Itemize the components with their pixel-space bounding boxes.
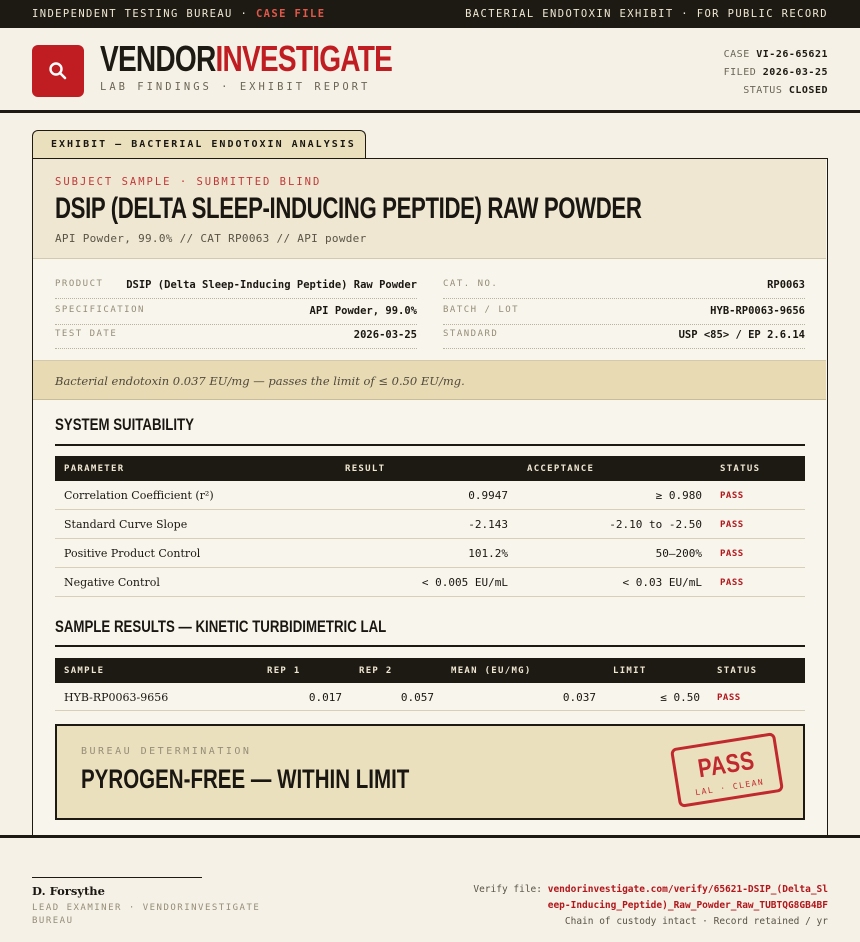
signature-role: LEAD EXAMINER · VENDORINVESTIGATE BUREAU xyxy=(32,903,261,926)
cell-parameter: Negative Control xyxy=(64,576,160,589)
verify-block xyxy=(468,882,828,930)
cell-parameter: Correlation Coefficient (r²) xyxy=(64,489,214,502)
info-value: 2026-03-25 xyxy=(353,329,417,341)
signature-line xyxy=(32,877,202,878)
exhibit-panel xyxy=(32,158,828,837)
cell-acceptance: ≥ 0.980 xyxy=(655,489,702,502)
top-bar-left xyxy=(32,8,325,20)
status-badge: PASS xyxy=(720,578,744,588)
status-badge: PASS xyxy=(720,520,744,530)
subject-kicker: SUBJECT SAMPLE · SUBMITTED BLIND xyxy=(55,176,322,188)
stamp-text: PASS xyxy=(695,744,757,784)
info-value: API Powder, 99.0% xyxy=(309,305,417,317)
cell-rep2: 0.057 xyxy=(400,691,434,704)
exhibit-tab: EXHIBIT — BACTERIAL ENDOTOXIN ANALYSIS xyxy=(32,130,366,159)
info-value: HYB-RP0063-9656 xyxy=(710,305,805,317)
cell-acceptance: < 0.03 EU/mL xyxy=(622,576,702,589)
cell-limit: ≤ 0.50 xyxy=(660,691,700,704)
info-label: PRODUCT xyxy=(55,279,104,289)
case-label: CASE xyxy=(723,49,750,60)
status-badge: PASS xyxy=(720,549,744,559)
cell-acceptance: 50–200% xyxy=(655,547,702,560)
cell-sample: HYB-RP0063-9656 xyxy=(64,691,169,704)
info-standard xyxy=(443,323,805,349)
subject-title: DSIP (DELTA SLEEP-INDUCING PEPTIDE) RAW POWDER xyxy=(55,192,642,225)
cell-parameter: Positive Product Control xyxy=(64,547,201,560)
custody-note: Chain of custody intact · Record retained / yr xyxy=(564,916,828,927)
suitability-table-header xyxy=(55,456,805,481)
logo[interactable] xyxy=(32,45,84,97)
magnifier-icon xyxy=(48,61,68,81)
col-status: STATUS xyxy=(720,464,761,474)
table-row xyxy=(55,539,805,568)
col-acceptance: ACCEPTANCE xyxy=(527,464,595,474)
brand-tagline: LAB FINDINGS · EXHIBIT REPORT xyxy=(100,81,371,93)
subject-block xyxy=(33,159,826,259)
info-value: RP0063 xyxy=(767,279,805,291)
cell-result: -2.143 xyxy=(468,518,508,531)
status-badge: PASS xyxy=(720,491,744,501)
status-value: CLOSED xyxy=(788,85,828,96)
info-grid xyxy=(33,259,826,360)
cell-result: 101.2% xyxy=(468,547,508,560)
pass-stamp xyxy=(670,732,784,808)
table-row xyxy=(55,481,805,510)
bureau-label: INDEPENDENT TESTING BUREAU · xyxy=(32,8,249,20)
status-badge: PASS xyxy=(717,693,741,703)
col-rep1: REP 1 xyxy=(267,666,301,676)
cell-acceptance: -2.10 to -2.50 xyxy=(609,518,702,531)
col-rep2: REP 2 xyxy=(359,666,393,676)
info-label: CAT. NO. xyxy=(443,279,499,289)
cell-parameter: Standard Curve Slope xyxy=(64,518,188,531)
signature-name: D. Forsythe xyxy=(32,884,105,898)
determination-title: PYROGEN-FREE — WITHIN LIMIT xyxy=(81,764,410,794)
info-batch-lot xyxy=(443,299,805,325)
summary-text: Bacterial endotoxin 0.037 EU/mg — passes the limit of ≤ 0.50 EU/mg. xyxy=(55,374,465,388)
col-parameter: PARAMETER xyxy=(64,464,125,474)
filed-date: 2026-03-25 xyxy=(762,67,828,78)
stamp-subtext: LAL · CLEAN xyxy=(694,777,765,798)
info-label: BATCH / LOT xyxy=(443,305,520,315)
section-title: SAMPLE RESULTS — KINETIC TURBIDIMETRIC LAL xyxy=(55,617,387,636)
info-value: USP <85> / EP 2.6.14 xyxy=(678,329,805,341)
info-label: SPECIFICATION xyxy=(55,305,145,315)
case-file-label: CASE FILE xyxy=(255,8,326,20)
sample-table-header xyxy=(55,658,805,683)
filed-label: FILED xyxy=(723,67,757,78)
status-label: STATUS xyxy=(743,85,783,96)
verify-label: Verify file: xyxy=(473,884,542,895)
summary-banner xyxy=(33,360,826,400)
determination-label: BUREAU DETERMINATION xyxy=(81,746,252,757)
case-meta xyxy=(724,46,828,100)
table-row xyxy=(55,510,805,539)
col-status: STATUS xyxy=(717,666,758,676)
table-row xyxy=(55,683,805,711)
verify-link[interactable]: vendorinvestigate.com/verify/65621-DSIP_(Delta_Sleep-Inducing_Peptide)_Raw_Powder_Raw_TUBTQG8GB4BF xyxy=(547,884,828,911)
top-bar xyxy=(0,0,860,28)
col-limit: LIMIT xyxy=(613,666,647,676)
subject-subtitle: API Powder, 99.0% // CAT RP0063 // API powder xyxy=(55,232,367,245)
info-test-date xyxy=(55,323,417,349)
info-specification xyxy=(55,299,417,325)
brand-wordmark[interactable] xyxy=(100,38,392,80)
cell-mean: 0.037 xyxy=(562,691,596,704)
page-footer xyxy=(0,838,860,942)
info-value: DSIP (Delta Sleep-Inducing Peptide) Raw Powder xyxy=(126,279,417,291)
col-result: RESULT xyxy=(345,464,386,474)
suitability-heading xyxy=(55,415,805,446)
bureau-determination xyxy=(55,724,805,820)
col-sample: SAMPLE xyxy=(64,666,105,676)
brand-part-vendor: VENDOR xyxy=(100,38,216,79)
table-row xyxy=(55,568,805,597)
section-title: SYSTEM SUITABILITY xyxy=(55,415,194,434)
case-number: VI-26-65621 xyxy=(756,49,828,60)
cell-result: < 0.005 EU/mL xyxy=(421,576,508,589)
col-mean: MEAN (EU/MG) xyxy=(451,666,532,676)
info-label: TEST DATE xyxy=(55,329,118,339)
sample-results-heading xyxy=(55,617,805,647)
page-header xyxy=(0,28,860,113)
cell-rep1: 0.017 xyxy=(308,691,342,704)
cell-result: 0.9947 xyxy=(468,489,508,502)
brand-part-investigate: INVESTIGATE xyxy=(215,38,393,79)
info-label: STANDARD xyxy=(443,329,499,339)
info-product xyxy=(55,273,417,299)
info-cat-no xyxy=(443,273,805,299)
top-bar-right: BACTERIAL ENDOTOXIN EXHIBIT · FOR PUBLIC RECORD xyxy=(465,8,828,20)
